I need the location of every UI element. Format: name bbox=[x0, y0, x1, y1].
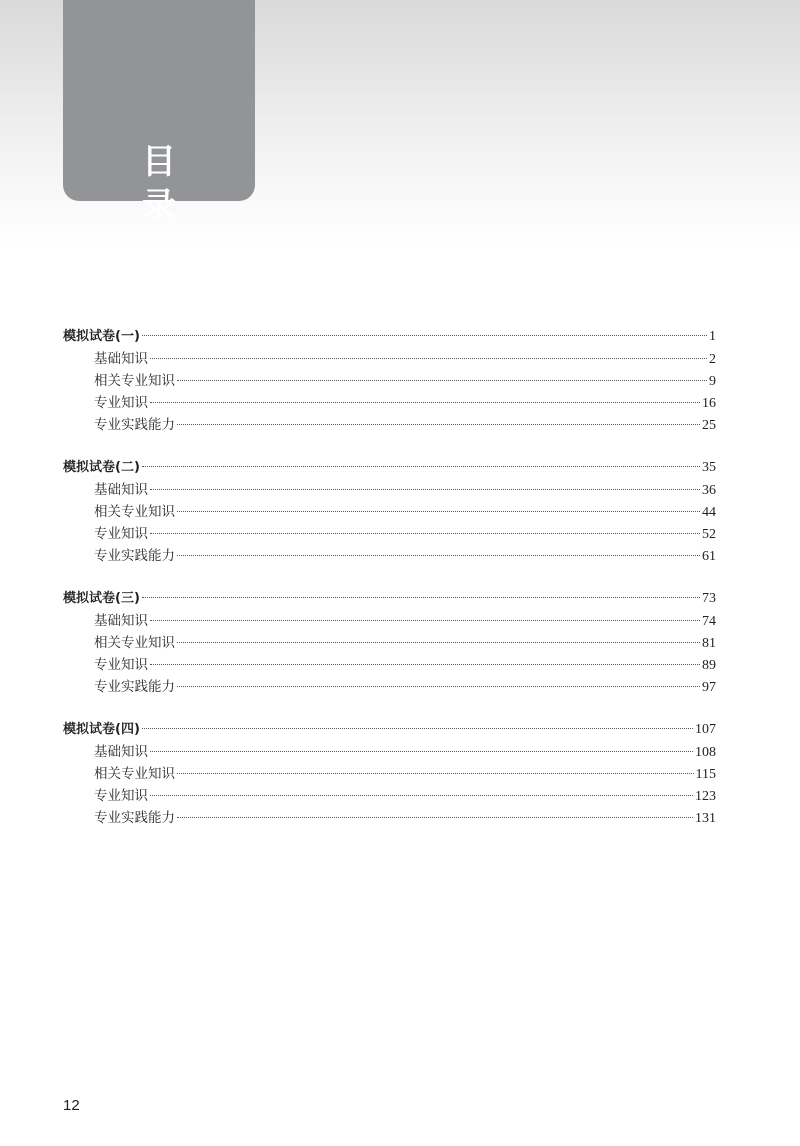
toc-entry-label: 专业实践能力 bbox=[94, 679, 175, 695]
page-title: 目 录 bbox=[142, 142, 206, 226]
toc-entry-label: 专业实践能力 bbox=[94, 548, 175, 564]
dot-leader bbox=[150, 751, 693, 752]
dot-leader bbox=[177, 642, 700, 643]
toc-entry[interactable] bbox=[63, 348, 716, 370]
title-tab bbox=[63, 0, 255, 226]
toc-entry[interactable] bbox=[63, 501, 716, 523]
toc-entry[interactable] bbox=[63, 392, 716, 414]
toc-page-number: 9 bbox=[709, 374, 716, 389]
toc-entry-label: 基础知识 bbox=[94, 744, 148, 760]
toc-page-number: 108 bbox=[695, 745, 716, 760]
toc-entry[interactable] bbox=[63, 610, 716, 632]
dot-leader bbox=[177, 817, 693, 818]
toc-entry-label: 基础知识 bbox=[94, 351, 148, 367]
toc-entry-section-title[interactable] bbox=[63, 326, 716, 348]
toc-entry-label: 相关专业知识 bbox=[94, 373, 175, 389]
dot-leader bbox=[150, 533, 700, 534]
toc-section-2 bbox=[63, 457, 716, 567]
dot-leader bbox=[177, 555, 700, 556]
toc-page-number: 36 bbox=[702, 483, 716, 498]
toc-entry[interactable] bbox=[63, 785, 716, 807]
toc-page-number: 89 bbox=[702, 658, 716, 673]
toc-entry-section-title[interactable] bbox=[63, 588, 716, 610]
table-of-contents bbox=[63, 326, 716, 850]
dot-leader bbox=[142, 466, 700, 467]
toc-entry-label: 基础知识 bbox=[94, 482, 148, 498]
toc-page-number: 2 bbox=[709, 352, 716, 367]
toc-entry[interactable] bbox=[63, 676, 716, 698]
dot-leader bbox=[177, 686, 700, 687]
dot-leader bbox=[150, 358, 707, 359]
toc-page-number: 52 bbox=[702, 527, 716, 542]
dot-leader bbox=[142, 728, 693, 729]
toc-page-number: 107 bbox=[695, 722, 716, 737]
toc-section-4 bbox=[63, 719, 716, 829]
toc-page-number: 25 bbox=[702, 418, 716, 433]
toc-entry[interactable] bbox=[63, 370, 716, 392]
toc-entry[interactable] bbox=[63, 654, 716, 676]
dot-leader bbox=[150, 489, 700, 490]
toc-entry-label: 相关专业知识 bbox=[94, 504, 175, 520]
toc-page-number: 123 bbox=[695, 789, 716, 804]
toc-entry-label: 专业知识 bbox=[94, 526, 148, 542]
toc-entry[interactable] bbox=[63, 807, 716, 829]
toc-section-3 bbox=[63, 588, 716, 698]
toc-entry[interactable] bbox=[63, 632, 716, 654]
dot-leader bbox=[177, 424, 700, 425]
dot-leader bbox=[150, 402, 700, 403]
toc-entry-label: 专业实践能力 bbox=[94, 417, 175, 433]
toc-entry-label: 基础知识 bbox=[94, 613, 148, 629]
toc-page-number: 73 bbox=[702, 591, 716, 606]
toc-entry-section-title[interactable] bbox=[63, 457, 716, 479]
toc-entry[interactable] bbox=[63, 523, 716, 545]
toc-entry-label: 专业知识 bbox=[94, 395, 148, 411]
toc-page-number: 61 bbox=[702, 549, 716, 564]
toc-entry[interactable] bbox=[63, 414, 716, 436]
toc-page-number: 97 bbox=[702, 680, 716, 695]
toc-page-number: 115 bbox=[695, 767, 716, 782]
toc-section-title: 模拟试卷(一) bbox=[63, 329, 140, 344]
toc-entry-label: 专业知识 bbox=[94, 788, 148, 804]
toc-section-title: 模拟试卷(三) bbox=[63, 591, 140, 606]
toc-section-title: 模拟试卷(二) bbox=[63, 460, 140, 475]
toc-page-number: 16 bbox=[702, 396, 716, 411]
toc-page-number: 44 bbox=[702, 505, 716, 520]
toc-entry-section-title[interactable] bbox=[63, 719, 716, 741]
toc-entry-label: 专业知识 bbox=[94, 657, 148, 673]
toc-page-number: 74 bbox=[702, 614, 716, 629]
toc-page-number: 131 bbox=[695, 811, 716, 826]
toc-page-number: 81 bbox=[702, 636, 716, 651]
dot-leader bbox=[142, 335, 707, 336]
toc-entry[interactable] bbox=[63, 741, 716, 763]
toc-page-number: 1 bbox=[709, 329, 716, 344]
dot-leader bbox=[150, 620, 700, 621]
page-number-footer: 12 bbox=[63, 1097, 80, 1114]
toc-entry-label: 相关专业知识 bbox=[94, 766, 175, 782]
dot-leader bbox=[150, 795, 693, 796]
toc-entry-label: 专业实践能力 bbox=[94, 810, 175, 826]
toc-entry[interactable] bbox=[63, 479, 716, 501]
toc-entry-label: 相关专业知识 bbox=[94, 635, 175, 651]
toc-section-title: 模拟试卷(四) bbox=[63, 722, 140, 737]
toc-section-1 bbox=[63, 326, 716, 436]
dot-leader bbox=[177, 511, 700, 512]
dot-leader bbox=[142, 597, 700, 598]
dot-leader bbox=[150, 664, 700, 665]
toc-entry[interactable] bbox=[63, 545, 716, 567]
dot-leader bbox=[177, 773, 694, 774]
toc-page-number: 35 bbox=[702, 460, 716, 475]
toc-entry[interactable] bbox=[63, 763, 716, 785]
dot-leader bbox=[177, 380, 707, 381]
